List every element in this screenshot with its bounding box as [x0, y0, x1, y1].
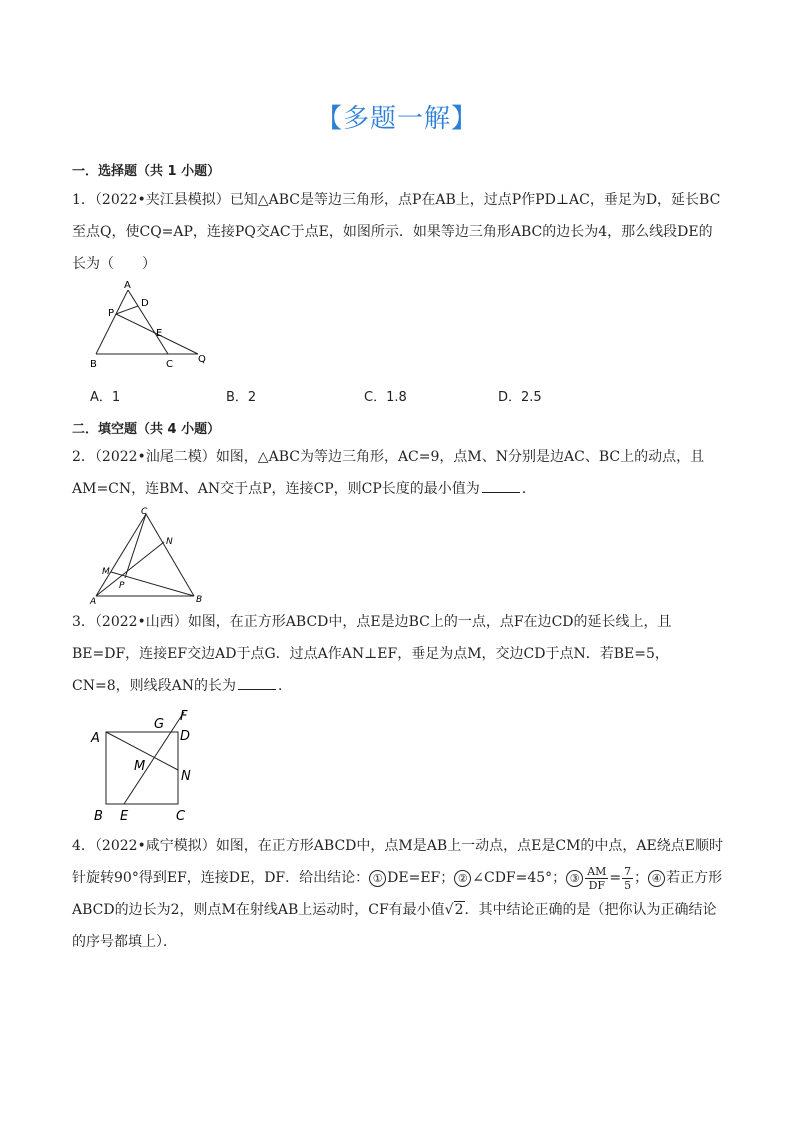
conclusion-marker-2: ② [454, 870, 471, 887]
fraction-7-5: $\frac{7}{5}$ [624, 864, 632, 892]
question-2: 2．（2022•汕尾二模）如图，△ABC为等边三角形，AC=9，点M、N分别是边AC、BC上的动点，且AM=CN，连BM、AN交于点P，连接CP，则CP长度的最小值为 ． [72, 449, 705, 497]
triangle-figure-q1 [88, 280, 218, 374]
section-heading-choice: 一．选择题（共 1 小题） [72, 164, 221, 179]
label-q: Q [198, 354, 206, 365]
answer-blank[interactable] [238, 675, 276, 690]
question-text: 如图，△ABC为等边三角形，AC=9，点M、N分别是边AC、BC上的动点，且AM=CN，连BM、AN交于点P，连接CP，则CP长度的最小值为 [72, 449, 705, 497]
label-a: A [124, 280, 131, 291]
label-f: F [180, 709, 188, 724]
conclusion-marker-1: ① [369, 870, 386, 887]
question-3: 3．（2022•山西）如图，在正方形ABCD中，点E是边BC上的一点，点F在边CD的延长线上，且BE=DF，连接EF交边AD于点G．过点A作AN⊥EF，垂足为点M，交边CD于点N．若BE=5，CN=8，则线段AN的长为 ． [72, 614, 672, 694]
label-n: N [166, 537, 173, 547]
sqrt-two: √2 [444, 902, 464, 918]
answer-blank[interactable] [482, 478, 520, 493]
label-m: M [134, 759, 146, 774]
page-title: 【多题一解】 [315, 104, 478, 134]
label-d: D [141, 298, 149, 309]
conclusion-marker-3: ③ [566, 870, 583, 887]
question-text: 如图，在正方形ABCD中，点E是边BC上的一点，点F在边CD的延长线上，且BE=DF，连接EF交边AD于点G．过点A作AN⊥EF，垂足为点M，交边CD于点N．若BE=5，CN=8，则线段AN的长为 [72, 614, 672, 694]
label-a: A [90, 597, 97, 607]
label-c: C [141, 507, 148, 517]
question-number: 2． [72, 449, 95, 465]
label-d: D [180, 729, 191, 744]
label-a: A [91, 731, 100, 746]
question-number: 1． [72, 192, 95, 208]
option-c: C．1.8 [364, 390, 407, 405]
label-c: C [166, 359, 173, 370]
label-b: B [94, 809, 103, 824]
question-text: 如图，在正方形ABCD中，点M是AB上一动点，点E是CM的中点，AE绕点E顺时针旋转90°得到EF，连接DE，DF．给出结论： [72, 838, 723, 886]
question-4: 4．（2022•咸宁模拟）如图，在正方形ABCD中，点M是AB上一动点，点E是CM的中点，AE绕点E顺时针旋转90°得到EF，连接DE，DF．给出结论： ① DE=EF； ② ∠CDF=45°； ③ $\frac{AM}{DF}$ = $\frac{7}{5}$ ； ④ 若正方形ABCD的边长为2，则点M在射线AB上运动时，CF有最小值√2．其中结论正确的是（把你认为正确结论的序号都填上）． [72, 838, 723, 950]
segment-cp [125, 514, 146, 578]
label-b: B [90, 359, 97, 370]
label-n: N [181, 769, 191, 784]
label-c: C [176, 809, 186, 824]
option-d: D．2.5 [498, 390, 542, 405]
question-1 [72, 184, 724, 280]
label-m: M [102, 567, 110, 577]
question-source: （2022•夹江县模拟） [94, 192, 230, 208]
label-b: B [196, 595, 203, 605]
option-a: A．1 [90, 390, 121, 405]
label-g: G [154, 717, 165, 732]
question-source: （2022•汕尾二模） [94, 449, 216, 465]
label-p: P [119, 581, 125, 591]
triangle-figure-q2 [88, 507, 208, 607]
fraction-am-df: $\frac{AM}{DF}$ [587, 864, 607, 892]
question-number: 4． [72, 838, 95, 854]
conclusion-marker-4: ④ [648, 870, 665, 887]
label-p: P [108, 308, 115, 319]
question-number: 3． [72, 614, 95, 630]
question-source: （2022•山西） [94, 614, 188, 630]
square-figure-q3 [88, 708, 208, 824]
side-ab [96, 290, 128, 354]
section-heading-fill: 二．填空题（共 4 小题） [72, 422, 221, 437]
option-b: B．2 [226, 390, 257, 405]
label-e: E [120, 809, 129, 824]
question-text: 已知△ABC是等边三角形，点P在AB上，过点P作PD⊥AC，垂足为D，延长BC至点Q，使CQ=AP，连接PQ交AC于点E，如图所示．如果等边三角形ABC的边长为4，那么线段DE的长为（ ） [72, 192, 721, 272]
question-source: （2022•咸宁模拟） [94, 838, 216, 854]
label-e: E [156, 328, 163, 339]
